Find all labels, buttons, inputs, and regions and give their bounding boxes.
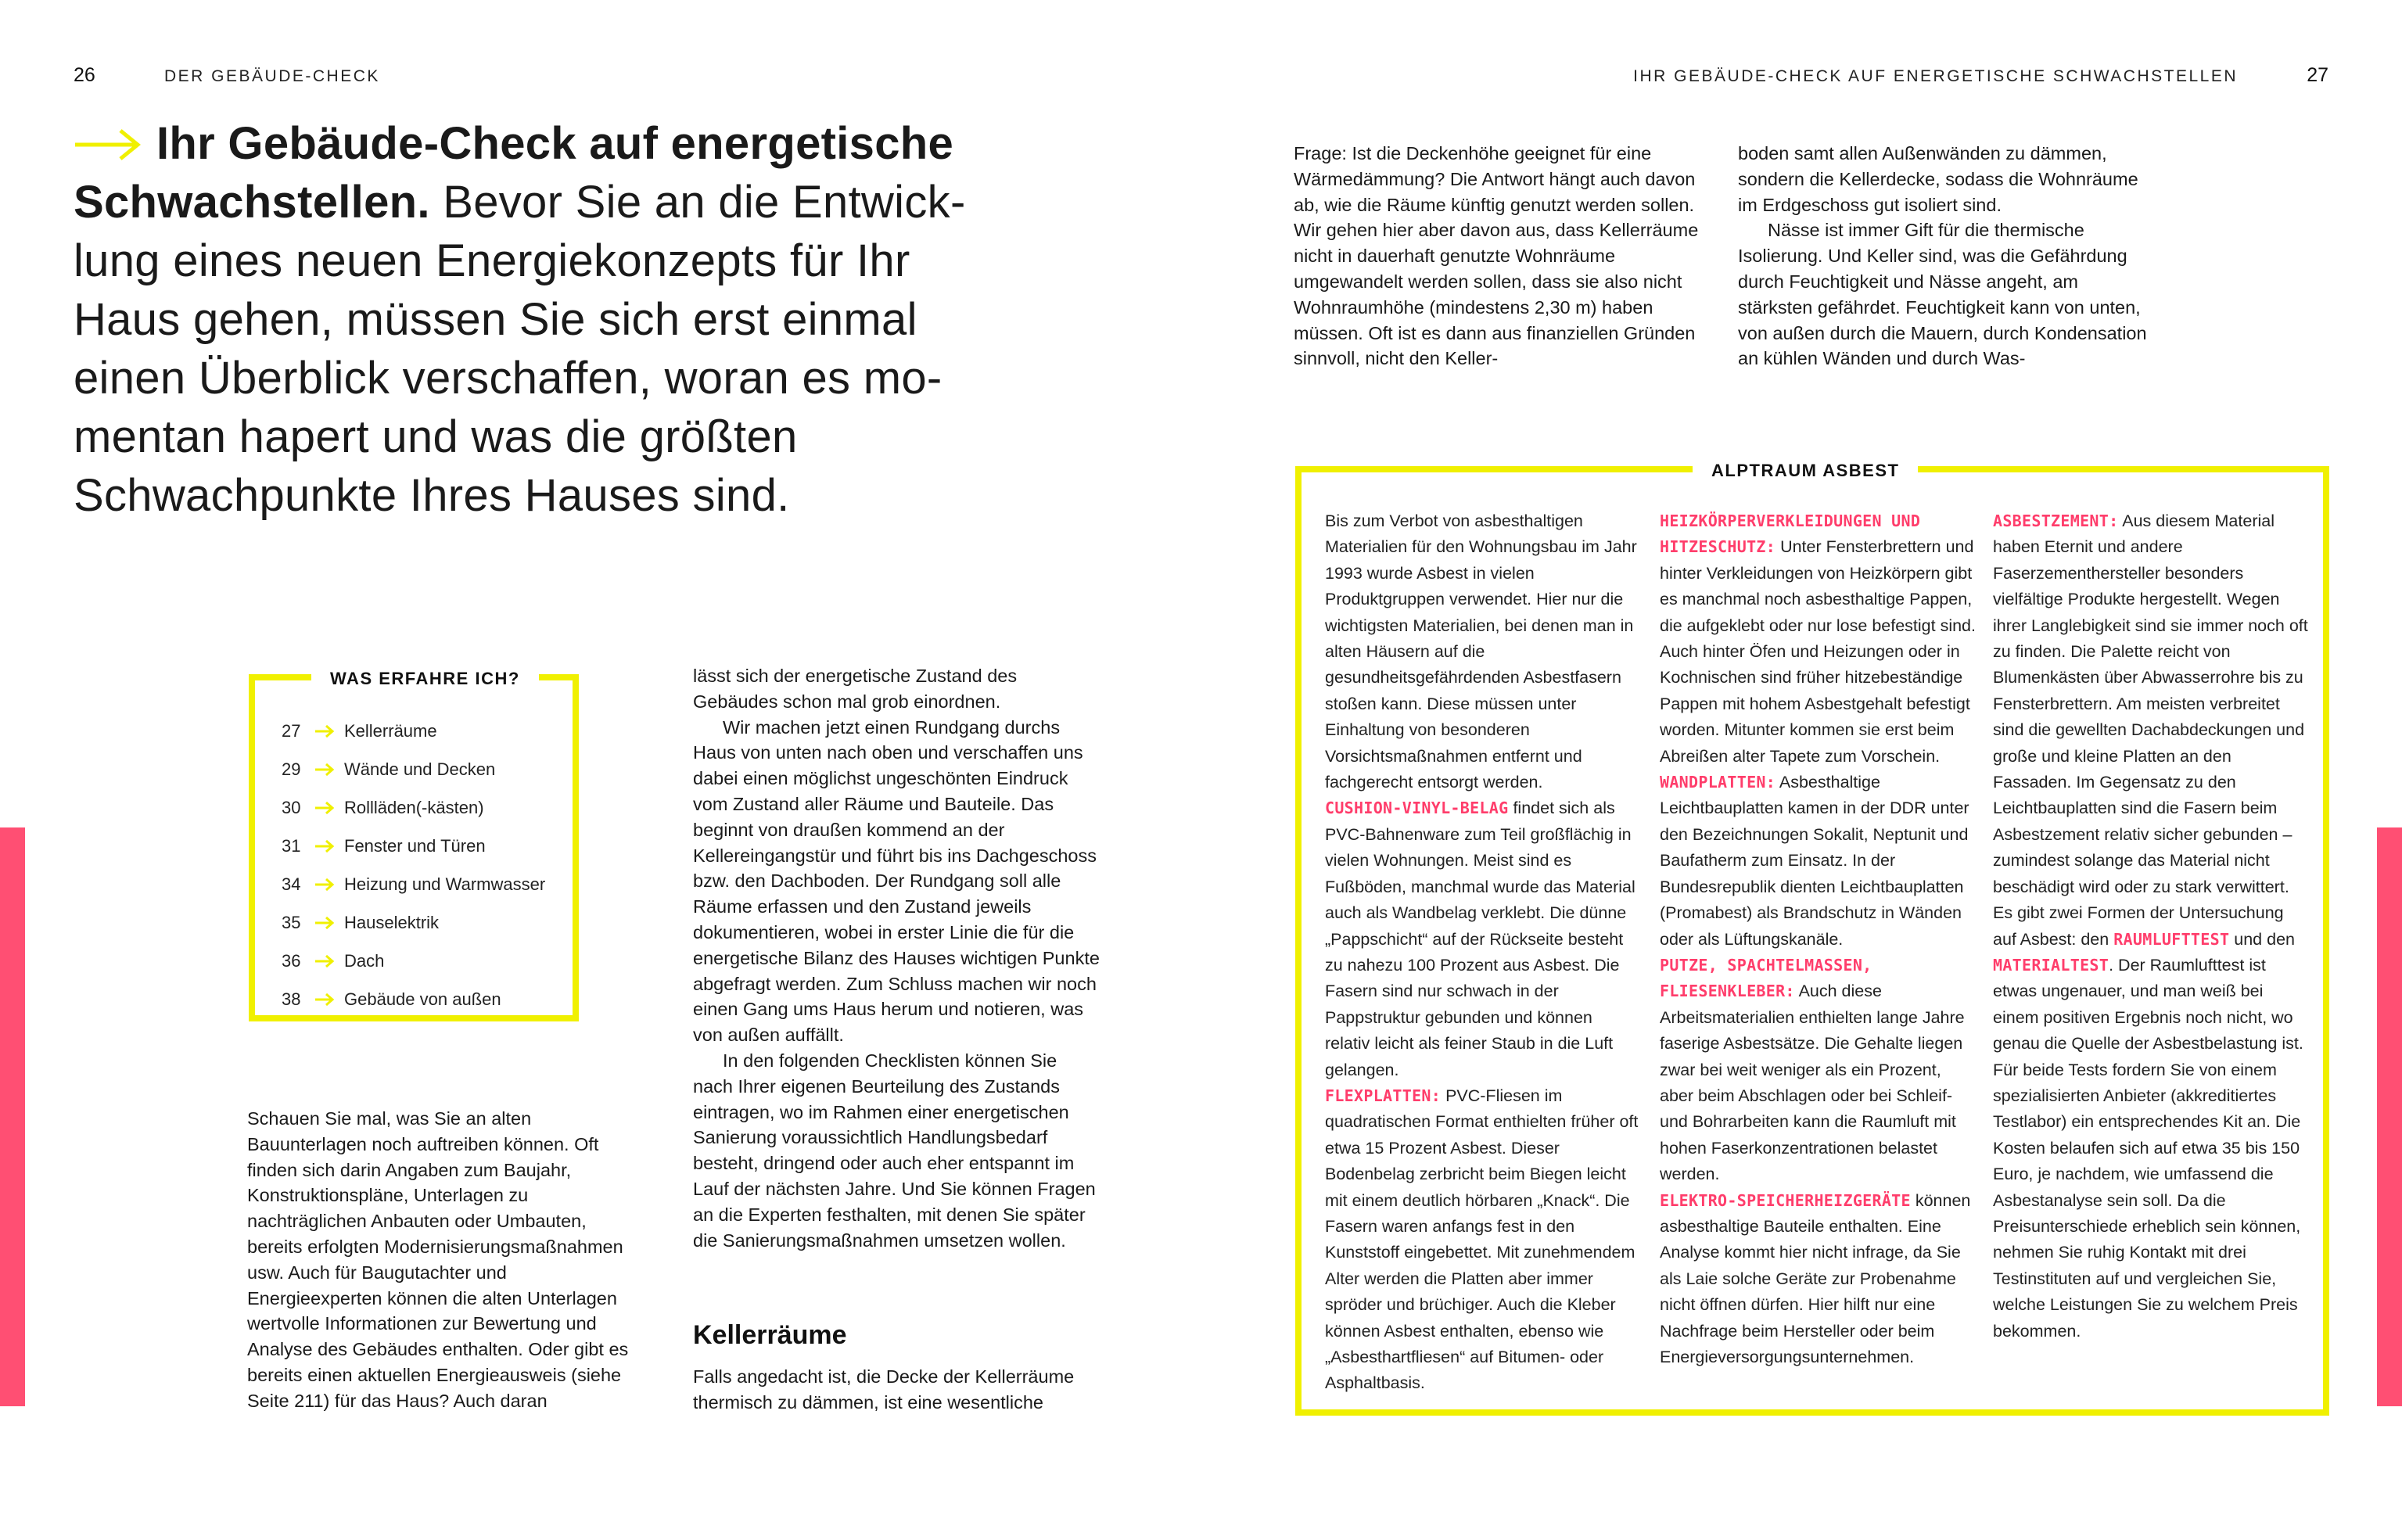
toc-page: 31 bbox=[282, 836, 301, 856]
headline-line-2: Bevor Sie an die Entwick- bbox=[443, 177, 966, 228]
body-paragraph: Frage: Ist die Deckenhöhe geeignet für eine Wärmedämmung? Die Antwort hängt auch davon ab, wie die Räume künftig genutzt werden sollen. Wir gehen hier aber davon aus, dass Kellerräume nicht in dauerhaft genutzte Wohnräume umgewandelt werden sollen, dass sie also nicht Wohnraumhöhe (mindestens 2,30 m) haben müssen. Oft ist es dann aus finanziellen Gründen sinnvoll, nicht den Keller- bbox=[1294, 143, 1699, 369]
toc-item[interactable] bbox=[282, 750, 545, 788]
asbestos-entry: PUTZE, SPACHTELMASSEN, FLIESENKLEBER: Auch diese Arbeitsmaterialien enthielten lange Jahre faserige Asbestsätze. Die Gehalte liegen zwar bei weit weniger als ein Prozent, aber beim Abschlagen oder bei Schleif- und Bohrarbeiten kann die Raumluft mit hohen Faserkonzentrationen belastet werden. bbox=[1660, 955, 1965, 1184]
right-column-2 bbox=[1738, 141, 2151, 372]
right-edge-tab bbox=[2377, 827, 2402, 1406]
arrow-right-icon bbox=[314, 878, 335, 892]
headline bbox=[74, 114, 1043, 525]
arrow-right-icon bbox=[314, 801, 335, 815]
toc-label: Hauselektrik bbox=[344, 913, 440, 932]
running-head-right: IHR GEBÄUDE-CHECK AUF ENERGETISCHE SCHWACHSTELLEN bbox=[1633, 67, 2238, 85]
headline-line-6: mentan hapert und was die größten bbox=[74, 411, 798, 462]
right-column-1 bbox=[1294, 141, 1700, 372]
running-head-left: DER GEBÄUDE-CHECK bbox=[164, 67, 380, 85]
body-paragraph: Nässe ist immer Gift für die thermische Isolierung. Und Keller sind, was die Gefährdung durch Feuchtigkeit und Nässe angeht, am stärksten gefährdet. Feuchtigkeit kann von unten, von außen durch die Mauern, durch Kondensation an kühlen Wänden und durch Was- bbox=[1738, 220, 2147, 369]
section-intro bbox=[693, 1364, 1100, 1416]
keyword: PUTZE, SPACHTELMASSEN, FLIESENKLEBER: bbox=[1660, 955, 1872, 1001]
toc-page: 29 bbox=[282, 759, 301, 779]
asbestos-box-title: ALPTRAUM ASBEST bbox=[1693, 461, 1918, 481]
arrow-right-icon bbox=[314, 724, 335, 738]
toc-item[interactable] bbox=[282, 712, 545, 750]
toc-item[interactable] bbox=[282, 865, 545, 903]
keyword: ELEKTRO-SPEICHERHEIZGERÄTE bbox=[1660, 1190, 1911, 1210]
toc-item[interactable] bbox=[282, 827, 545, 865]
toc-label: Wände und Decken bbox=[344, 759, 496, 779]
toc-box bbox=[249, 669, 579, 1021]
headline-line-5: einen Überblick verschaffen, woran es mo- bbox=[74, 353, 942, 404]
page-number-left: 26 bbox=[74, 64, 95, 86]
toc-page: 27 bbox=[282, 721, 301, 741]
arrow-right-icon bbox=[314, 993, 335, 1007]
section-heading: Kellerräume bbox=[693, 1320, 847, 1350]
body-paragraph: Falls angedacht ist, die Decke der Kellerräume thermisch zu dämmen, ist eine wesentliche bbox=[693, 1366, 1075, 1413]
arrow-right-icon bbox=[74, 127, 142, 162]
headline-line-3: lung eines neuen Energiekonzepts für Ihr bbox=[74, 235, 910, 286]
body-paragraph: Schauen Sie mal, was Sie an alten Bauunterlagen noch auftreiben können. Oft finden sich darin Angaben zum Baujahr, Konstruktionspläne, Unterlagen zu nachträglichen Anbauten oder Umbauten, bereits erfolgten Modernisierungsmaßnahmen usw. Auch für Baugutachter und Energieexperten können die alten Unterlagen wertvolle Informationen zur Bewertung und Analyse des Gebäudes enthalten. Oder gibt es bereits einen aktuellen Energieausweis (siehe Seite 211) für das Haus? Auch daran bbox=[247, 1108, 629, 1411]
left-column-1 bbox=[247, 1106, 638, 1414]
asbestos-entry: HEIZKÖRPERVERKLEIDUNGEN UND HITZESCHUTZ: Unter Fensterbrettern und hinter Verkleidungen von Heizkörpern gibt es manchmal noch asbesthaltige Pappen, die aufgeklebt oder nur lose befestigt sind. Auch hinter Öfen und Heizungen oder in Kochnischen sind früher hitzebeständige Pappen mit hohem Asbestgehalt befestigt worden. Mitunter kommen sie erst beim Abreißen alter Tapete zum Vorschein. bbox=[1660, 512, 1976, 766]
arrow-right-icon bbox=[314, 954, 335, 968]
toc-label: Fenster und Türen bbox=[344, 836, 486, 856]
toc-page: 34 bbox=[282, 874, 301, 894]
page-number-right: 27 bbox=[2307, 64, 2328, 86]
toc-item[interactable] bbox=[282, 788, 545, 827]
toc-page: 30 bbox=[282, 798, 301, 817]
asbestos-entry: ASBESTZEMENT: Aus diesem Material haben Eternit und andere Faserzementhersteller besonders vielfältige Produkte hergestellt. Wegen ihrer Langlebigkeit sind sie immer noch oft zu finden. Die Palette reicht von Blumenkästen über Abwasserrohre bis zu Fensterbrettern. Am meisten verbreitet sind die gewellten Dachabdeckungen und große und kleine Platten an den Fassaden. Im Gegensatz zu den Leichtbauplatten sind die Fasern beim Asbestzement relativ sicher gebunden – zumindest solange das Material nicht beschädigt wird oder zu stark verwittert. bbox=[1993, 512, 2308, 896]
keyword: CUSHION-VINYL-BELAG bbox=[1325, 799, 1509, 818]
toc-label: Dach bbox=[344, 951, 385, 971]
asbestos-entry: ELEKTRO-SPEICHERHEIZGERÄTE können asbesthaltige Bauteile enthalten. Eine Analyse kommt hier nicht infrage, da Sie als Laie solche Geräte zur Probenahme nicht öffnen dürfen. Hier hilft nur eine Nachfrage beim Hersteller oder beim Energieversorgungsunternehmen. bbox=[1660, 1190, 1971, 1366]
toc-label: Heizung und Warmwasser bbox=[344, 874, 546, 894]
body-paragraph: In den folgenden Checklisten können Sie nach Ihrer eigenen Beurteilung des Zustands eintragen, wo im Rahmen einer energetischen Sanierung voraussichtlich Handlungsbedarf besteht, dringend oder auch eher entspannt im Lauf der nächsten Jahre. Und Sie können Fragen an die Experten festhalten, mit denen Sie später die Sanierungsmaßnahmen umsetzen wollen. bbox=[693, 1050, 1096, 1251]
keyword: FLEXPLATTEN: bbox=[1325, 1086, 1442, 1105]
asbestos-intro: Bis zum Verbot von asbesthaltigen Materialien für den Wohnungsbau im Jahr 1993 wurde Asbest in vielen Produktgruppen verwendet. Hier nur die wichtigsten Materialien, bei denen man in alten Häusern auf die gesundheitsgefährdenden Asbestfasern stoßen kann. Diese müssen unter Einhaltung von besonderen Vorsichtsmaßnahmen entfernt und fachgerecht entsorgt werden. bbox=[1325, 512, 1637, 792]
asbestos-entry: Es gibt zwei Formen der Untersuchung auf Asbest: den RAUMLUFTTEST und den MATERIALTEST. Der Raumlufttest ist etwas ungenauer, und man weiß bei einem positiven Ergebnis noch nicht, wo genau die Quelle der Asbestbelastung ist. Für beide Tests fordern Sie von einem spezialisierten Anbieter (akkreditiertes Testlabor) ein entsprechendes Kit an. Die Kosten belaufen sich auf etwa 35 bis 150 Euro, je nachdem, wie umfassend die Asbestanalyse sein soll. Da die Preisunterschiede erheblich sein können, nehmen Sie ruhig Kontakt mit drei Testinstituten auf und vergleichen Sie, welche Leistungen Sie zu welchem Preis bekommen. bbox=[1993, 903, 2303, 1341]
keyword: WANDPLATTEN: bbox=[1660, 773, 1776, 792]
asbestos-entry: WANDPLATTEN: Asbesthaltige Leichtbauplatten kamen in der DDR unter den Bezeichnungen Sokalit, Neptunit und Baufatherm zum Einsatz. In der Bundesrepublik dienten Leichtbauplatten (Promabest) als Brandschutz in Wänden oder als Lüftungskanäle. bbox=[1660, 773, 1969, 949]
keyword: MATERIALTEST bbox=[1993, 955, 2109, 975]
toc-label: Rollläden(-kästen) bbox=[344, 798, 484, 817]
asbestos-entry: CUSHION-VINYL-BELAG findet sich als PVC-Bahnenware zum Teil großflächig in vielen Wohnungen. Meist sind es Fußböden, manchmal wurde das Material auch als Wandbelag verklebt. Die dünne „Pappschicht“ auf der Rückseite besteht zu nahezu 100 Prozent aus Asbest. Die Fasern sind nur schwach in der Pappstruktur gebunden und können relativ leicht als feiner Staub in die Luft gelangen. bbox=[1325, 799, 1635, 1079]
keyword: HEIZKÖRPERVERKLEIDUNGEN UND HITZESCHUTZ: bbox=[1660, 512, 1921, 557]
toc-box-title: WAS ERFAHRE ICH? bbox=[311, 669, 539, 689]
toc-item[interactable] bbox=[282, 942, 545, 980]
body-paragraph: Wir machen jetzt einen Rundgang durchs Haus von unten nach oben und verschaffen uns dabei einen möglichst ungeschönten Eindruck vom Zustand aller Räume und Bauteile. Das beginnt von draußen kommend an der Kellereingangstür und führt bis ins Dachgeschoss bzw. den Dachboden. Der Rundgang soll alle Räume erfassen und den Zustand jeweils dokumentieren, wobei in erster Linie die für die energetische Bilanz des Hauses wichtigen Punkte abgefragt werden. Zum Schluss machen wir noch einen Gang ums Haus herum und notieren, was von außen auffällt. bbox=[693, 716, 1100, 1046]
headline-line-7: Schwachpunkte Ihres Hauses sind. bbox=[74, 470, 790, 521]
body-paragraph: lässt sich der energetische Zustand des Gebäudes schon mal grob einordnen. bbox=[693, 666, 1018, 712]
left-edge-tab bbox=[0, 827, 25, 1406]
headline-bold: Ihr Gebäude-Check auf energetische bbox=[156, 118, 954, 169]
asbestos-box bbox=[1295, 461, 2329, 1416]
asbestos-column-3 bbox=[1993, 508, 2309, 1344]
headline-line-4: Haus gehen, müssen Sie sich erst einmal bbox=[74, 294, 917, 345]
body-paragraph: boden samt allen Außenwänden zu dämmen, sondern die Kellerdecke, sodass die Wohnräume im Erdgeschoss gut isoliert sind. bbox=[1738, 143, 2138, 215]
asbestos-column-1 bbox=[1325, 508, 1641, 1397]
toc-item[interactable] bbox=[282, 980, 545, 1018]
arrow-right-icon bbox=[314, 839, 335, 853]
toc-list bbox=[282, 712, 545, 1018]
left-column-2 bbox=[693, 663, 1100, 1253]
toc-page: 35 bbox=[282, 913, 301, 932]
arrow-right-icon bbox=[314, 916, 335, 930]
toc-label: Kellerräume bbox=[344, 721, 437, 741]
toc-page: 36 bbox=[282, 951, 301, 971]
toc-item[interactable] bbox=[282, 903, 545, 942]
asbestos-column-2 bbox=[1660, 508, 1976, 1370]
keyword: ASBESTZEMENT: bbox=[1993, 512, 2119, 530]
asbestos-entry: FLEXPLATTEN: PVC-Fliesen im quadratischen Format enthielten früher oft etwa 15 Prozent Asbest. Dieser Bodenbelag zerbricht beim Biegen leicht mit einem deutlich hörbaren „Knack“. Die Fasern waren anfangs fest in den Kunststoff eingebettet. Mit zunehmendem Alter werden die Platten aber immer spröder und brüchiger. Auch die Kleber können Asbest enthalten, ebenso wie „Asbesthartfliesen“ auf Bitumen- oder Asphaltbasis. bbox=[1325, 1086, 1639, 1393]
toc-label: Gebäude von außen bbox=[344, 989, 501, 1009]
headline-line-1: Schwachstellen. bbox=[74, 177, 430, 228]
arrow-right-icon bbox=[314, 763, 335, 777]
toc-page: 38 bbox=[282, 989, 301, 1009]
keyword: RAUMLUFTTEST bbox=[2113, 929, 2230, 949]
